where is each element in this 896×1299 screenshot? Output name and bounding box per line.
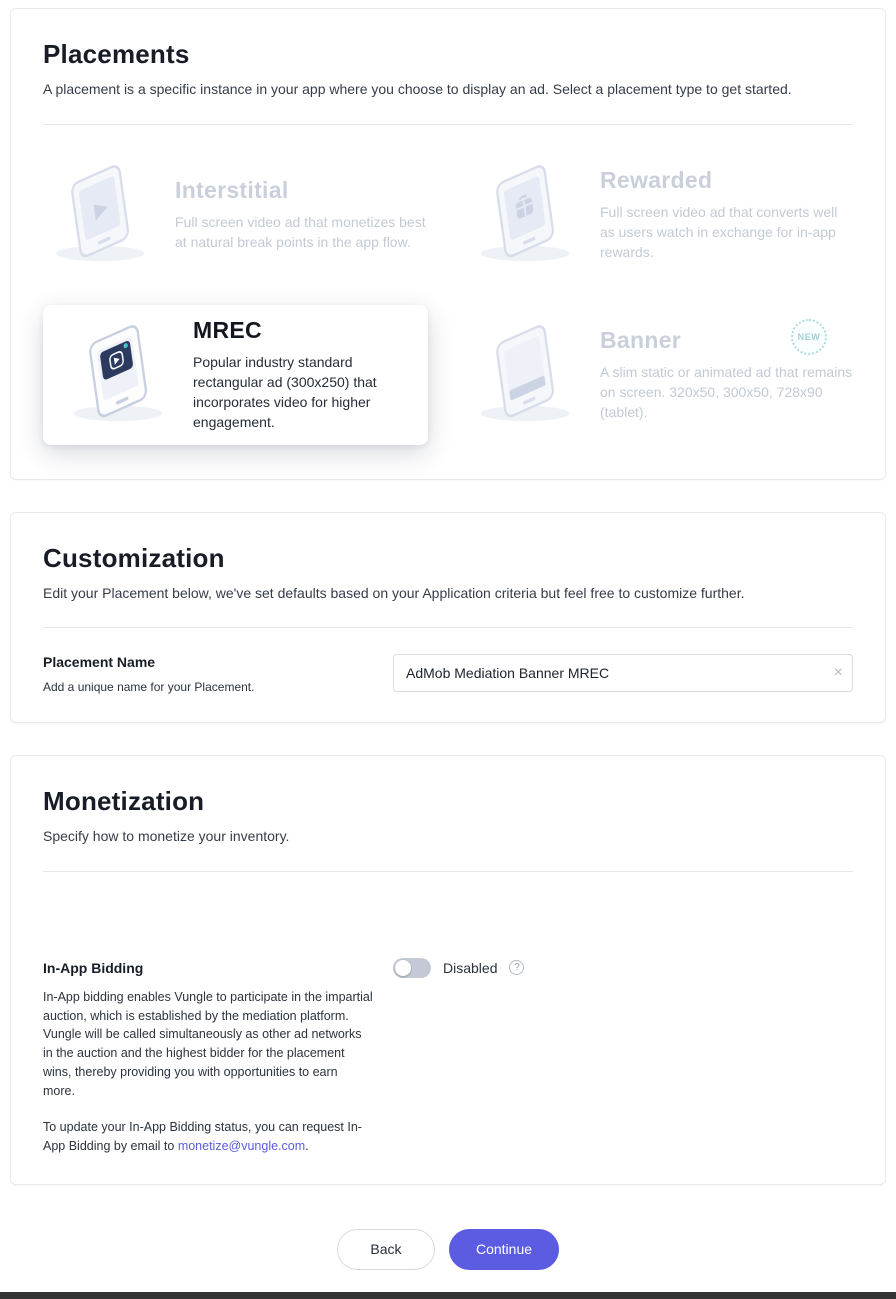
banner-phone-icon [468, 325, 586, 425]
in-app-bidding-desc: In-App bidding enables Vungle to participate in the impartial auction, which is established by the mediation platform. Vungle will be called simultaneously as other ad networks in the auction and the highest bidder for the placement wins, thereby providing you with opportunities to earn more. [43, 989, 373, 1098]
rewarded-phone-icon [468, 165, 586, 265]
continue-button[interactable]: Continue [449, 1229, 559, 1270]
placement-type-mrec[interactable] [43, 305, 428, 445]
back-button[interactable]: Back [337, 1229, 435, 1270]
toggle-knob-icon [395, 960, 411, 976]
in-app-bidding-toggle[interactable] [393, 958, 431, 978]
in-app-bidding-note-end: . [305, 1139, 309, 1154]
placement-type-rewarded[interactable] [468, 159, 853, 271]
rewarded-text [600, 167, 853, 263]
in-app-bidding-note-text: To update your In-App Bidding status, you can request In-App Bidding by email to [43, 1120, 362, 1154]
in-app-bidding-row [43, 960, 853, 1156]
interstitial-desc: Full screen video ad that monetizes best at natural break points in the app flow. [175, 213, 426, 251]
banner-name: Banner [600, 326, 682, 353]
placement-type-banner[interactable] [468, 305, 853, 445]
new-badge: NEW [791, 319, 827, 355]
in-app-bidding-label: In-App Bidding [43, 959, 144, 976]
customization-subtitle: Edit your Placement below, we've set defaults based on your Application criteria but feel free to customize further. [43, 584, 745, 601]
monetization-card [10, 755, 886, 1185]
placement-name-labels [43, 654, 393, 694]
mrec-phone-icon [61, 325, 179, 425]
customization-card [10, 512, 886, 724]
monetization-title: Monetization [43, 786, 205, 817]
placement-name-label: Placement Name [43, 654, 156, 671]
bottom-bar [0, 1292, 896, 1299]
interstitial-name: Interstitial [175, 176, 289, 203]
rewarded-name: Rewarded [600, 166, 713, 193]
in-app-bidding-note [43, 1118, 373, 1156]
in-app-bidding-status: Disabled [443, 959, 498, 976]
placement-type-grid [43, 125, 853, 451]
placement-type-interstitial[interactable] [43, 159, 428, 271]
placement-name-input-wrap [393, 654, 853, 692]
banner-desc: A slim static or animated ad that remains on screen. 320x50, 300x50, 728x90 (tablet). [600, 363, 853, 421]
monetize-email-link[interactable]: monetize@vungle.com [177, 1139, 306, 1154]
clear-input-icon[interactable]: × [833, 664, 843, 682]
in-app-bidding-toggle-row [393, 958, 524, 978]
placements-card [10, 8, 886, 480]
placement-name-help: Add a unique name for your Placement. [43, 680, 255, 695]
customization-title: Customization [43, 542, 225, 573]
placement-name-row [43, 654, 853, 694]
placements-subtitle: A placement is a specific instance in your app where you choose to display an ad. Select a placement type to get started. [43, 81, 792, 97]
rewarded-desc: Full screen video ad that converts well as users watch in exchange for in-app rewards. [600, 203, 838, 261]
interstitial-phone-icon [43, 165, 161, 265]
placement-name-input[interactable] [393, 654, 853, 692]
footer-actions [10, 1229, 886, 1270]
interstitial-text [175, 177, 428, 253]
mrec-name: MREC [193, 316, 262, 343]
help-icon[interactable]: ? [509, 960, 524, 975]
divider [43, 627, 853, 628]
mrec-text [193, 317, 410, 433]
in-app-bidding-info [43, 960, 393, 1156]
monetization-subtitle: Specify how to monetize your inventory. [43, 828, 290, 845]
placements-title: Placements [43, 39, 190, 69]
mrec-desc: Popular industry standard rectangular ad (300x250) that incorporates video for higher engagement. [193, 353, 377, 431]
divider [43, 871, 853, 872]
